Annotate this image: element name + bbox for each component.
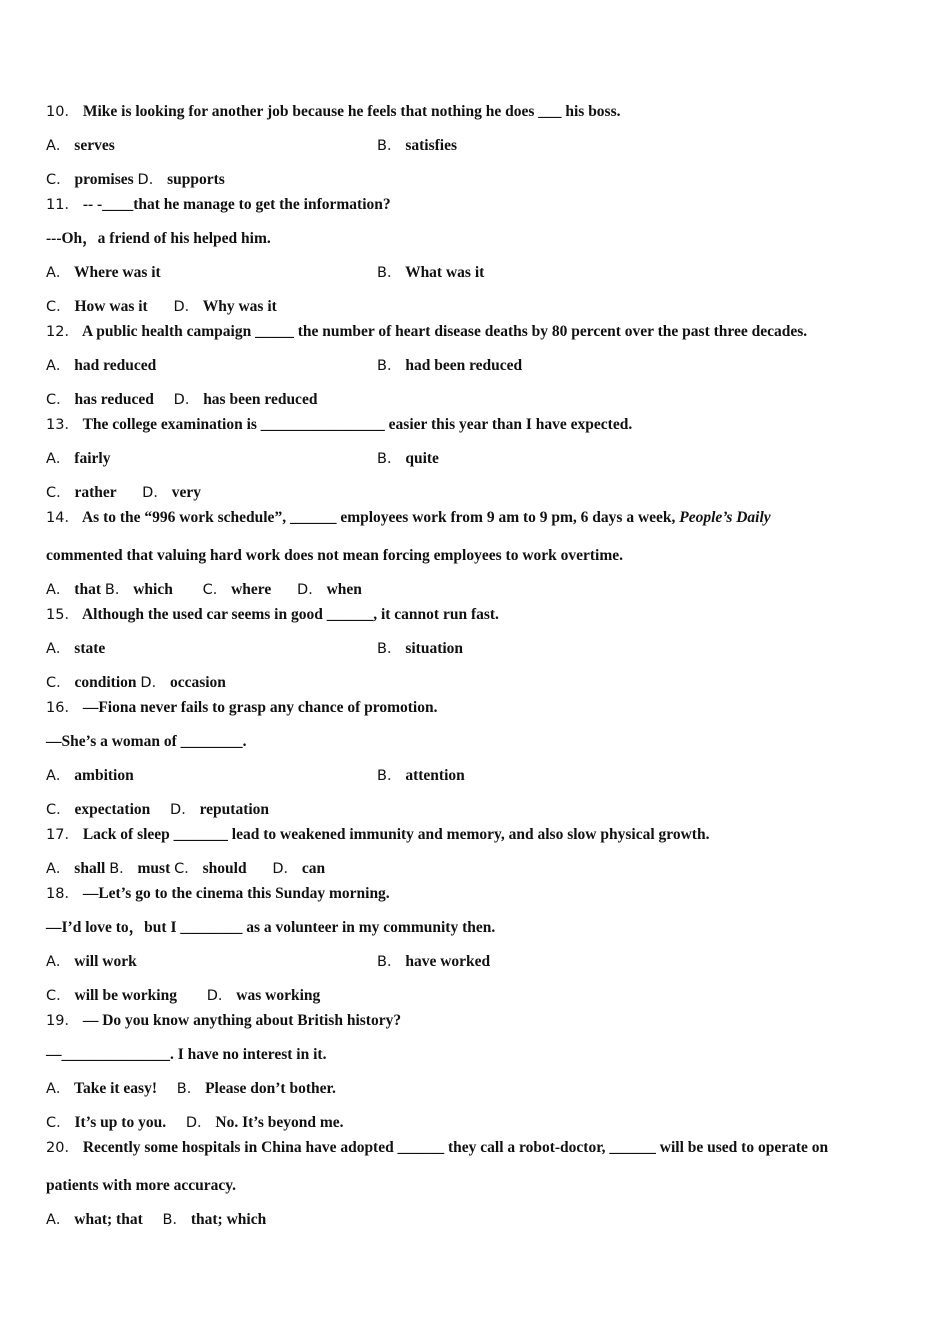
option-b [377,952,490,972]
option-b [377,449,439,469]
question-stem: —Fiona never fails to grasp any chance of promotion. [82,699,438,716]
option-letter: D [272,861,284,877]
options-c-d [46,986,320,1006]
question-number: 16 [46,700,65,716]
option-letter: D [185,1115,198,1131]
options-c-d [46,170,225,190]
option-period: ． [56,988,71,1004]
option-text: Where was it [74,264,161,281]
option-text: rather [74,484,117,501]
question-period: ． [64,417,79,433]
option-period: ． [55,265,71,281]
question-15 [46,605,499,625]
option-text: Take it easy! [74,1080,157,1097]
question-10 [46,102,621,122]
question-number: 13 [46,417,65,433]
option-letter: A [46,861,56,877]
option-text: will be working [74,987,177,1004]
question-stem: Lack of sleep _______ lead to weakened immunity and memory, and also slow physical growth. [82,826,710,843]
option-text: No. It’s beyond me. [215,1114,344,1131]
option-b [377,356,522,376]
option-letter: B [109,861,120,877]
options-c-d [46,1113,344,1133]
question-period: ． [64,1140,79,1156]
option-period: ． [55,138,71,154]
option-period: ． [55,861,71,877]
options-c-d [46,390,317,410]
option-letter: B [176,1081,187,1097]
question-11 [46,195,391,215]
option-letter: D [206,988,218,1004]
option-period: ． [217,988,233,1004]
option-letter: C [46,675,57,691]
option-letter: A [46,358,56,374]
option-letter: A [46,582,56,598]
option-period: ． [181,802,196,818]
option-period: ． [55,1081,71,1097]
option-period: ． [186,1081,202,1097]
option-letter: C [46,485,57,501]
question-16 [46,698,437,718]
option-text: which [133,581,173,598]
question-period: ． [64,324,79,340]
options-c-d [46,297,277,317]
option-letter: C [46,802,57,818]
option-a [46,136,115,156]
option-letter: C [46,392,57,408]
option-text: state [74,640,106,657]
option-text: satisfies [405,137,457,154]
option-letter: B [377,641,387,657]
option-letter: A [46,1212,56,1228]
option-text: quite [405,450,439,467]
option-letter: D [297,582,309,598]
question-number: 18 [46,886,65,902]
question-period: ． [64,510,79,526]
dialog-line: —She’s a woman of ________. [46,733,247,750]
option-period: ． [56,299,71,315]
question-number: 19 [46,1013,65,1029]
option-letter: A [46,265,56,281]
option-letter: B [377,265,387,281]
option-period: ． [184,299,200,315]
option-period: ． [148,172,164,188]
question-18 [46,884,390,904]
option-text: shall [74,860,106,877]
question-12 [46,322,807,342]
options-a-b [46,1079,336,1099]
question-number: 20 [46,1140,65,1156]
option-period: ． [386,138,402,154]
option-text: ambition [74,767,134,784]
option-a [46,639,105,659]
option-text: How was it [74,298,148,315]
option-letter: C [46,988,57,1004]
options-a-d [46,859,325,879]
option-letter: D [140,675,152,691]
question-number: 11 [46,197,65,213]
question-period: ． [64,104,79,120]
option-period: ． [55,1212,71,1228]
option-letter: A [46,138,56,154]
option-letter: C [46,172,57,188]
option-period: ． [56,172,71,188]
question-period: ． [64,607,79,623]
option-period: ． [56,802,71,818]
option-letter: D [170,802,182,818]
option-period: ． [386,265,402,281]
option-period: ． [56,485,71,501]
option-letter: C [174,861,185,877]
option-period: ． [308,582,323,598]
question-20 [46,1138,828,1158]
option-letter: C [46,1115,57,1131]
option-letter: B [377,768,387,784]
option-letter: B [104,582,115,598]
options-c-d [46,483,201,503]
option-letter: D [142,485,154,501]
option-letter: D [173,299,185,315]
option-text: has reduced [74,391,154,408]
question-period: ． [64,827,79,843]
options-c-d [46,800,269,820]
question-stem: -- -____that he manage to get the information? [82,196,391,213]
question-number: 17 [46,827,65,843]
option-letter: A [46,641,56,657]
option-period: ． [55,641,71,657]
option-text: supports [167,171,225,188]
option-text: What was it [405,264,485,281]
option-text: expectation [74,801,151,818]
question-number: 14 [46,510,65,526]
option-text: what; that [74,1211,143,1228]
question-stem: The college examination is ________________ easier this year than I have expected. [82,416,633,433]
option-a [46,449,110,469]
option-text: Please don’t bother. [205,1080,336,1097]
option-period: ． [151,675,167,691]
option-b [377,136,457,156]
option-letter: A [46,954,56,970]
question-stem-continued: patients with more accuracy. [46,1177,236,1194]
option-text: condition [74,674,137,691]
question-stem: — Do you know anything about British history? [82,1012,402,1029]
option-text: must [137,860,171,877]
question-stem: As to the “996 work schedule”, ______ employees work from 9 am to 9 pm, 6 days a week, [81,509,676,526]
option-period: ． [56,675,71,691]
option-text: should [202,860,247,877]
option-text: that [74,581,101,598]
question-stem: Although the used car seems in good ______, it cannot run fast. [81,606,499,623]
option-period: ． [386,954,402,970]
option-text: Why was it [202,298,277,315]
option-text: very [171,484,201,501]
option-text: had reduced [74,357,157,374]
option-letter: B [377,451,387,467]
option-period: ． [184,392,200,408]
options-a-b [46,1210,266,1230]
question-period: ． [64,1013,79,1029]
option-b [377,639,463,659]
question-period: ． [64,197,79,213]
option-text: can [301,860,326,877]
option-text: occasion [169,674,226,691]
option-period: ． [386,641,402,657]
option-text: that; which [190,1211,267,1228]
option-period: ． [55,954,71,970]
option-text: It’s up to you. [74,1114,167,1131]
option-period: ． [55,451,71,467]
option-text: will work [74,953,137,970]
question-stem: Mike is looking for another job because he feels that nothing he does ___ his boss. [82,103,621,120]
question-period: ． [64,700,79,716]
question-17 [46,825,709,845]
option-letter: C [202,582,213,598]
option-a [46,356,156,376]
dialog-line: —______________. I have no interest in it. [46,1046,327,1063]
option-period: ． [119,861,134,877]
option-text: was working [236,987,321,1004]
option-period: ． [184,861,199,877]
question-13 [46,415,632,435]
question-stem: Recently some hospitals in China have adopted ______ they call a robot-doctor, ______ will be used to operate on [82,1139,829,1156]
option-text: attention [405,767,465,784]
option-text: when [326,581,362,598]
option-a [46,952,137,972]
option-letter: A [46,768,56,784]
option-letter: C [46,299,57,315]
option-text: reputation [199,801,270,818]
option-text: fairly [74,450,111,467]
option-period: ． [114,582,130,598]
option-text: have worked [405,953,491,970]
options-c-d [46,673,226,693]
option-period: ． [283,861,298,877]
option-period: ． [212,582,228,598]
question-19 [46,1011,401,1031]
question-period: ． [64,886,79,902]
option-period: ． [56,392,71,408]
newspaper-name: People’s Daily [679,509,771,526]
option-letter: D [173,392,185,408]
option-a [46,263,161,283]
option-b [377,263,484,283]
question-14 [46,508,771,528]
option-period: ． [55,582,71,598]
dialog-line: —I’d love to，but I ________ as a volunteer in my community then. [46,919,496,936]
dialog-line: ---Oh，a friend of his helped him. [46,230,271,247]
option-period: ． [386,358,402,374]
question-number: 10 [46,104,65,120]
option-text: promises [74,171,134,188]
option-period: ． [386,451,402,467]
option-letter: A [46,451,56,467]
option-letter: B [377,954,387,970]
option-letter: B [377,358,387,374]
question-stem: —Let’s go to the cinema this Sunday morning. [82,885,390,902]
option-letter: B [162,1212,173,1228]
option-period: ． [172,1212,187,1228]
options-a-d [46,580,362,600]
option-period: ． [55,768,71,784]
option-period: ． [153,485,168,501]
option-text: serves [74,137,115,154]
option-period: ． [55,358,71,374]
option-letter: B [377,138,387,154]
question-number: 15 [46,607,65,623]
option-text: had been reduced [405,357,523,374]
option-period: ． [197,1115,212,1131]
option-text: has been reduced [203,391,318,408]
question-stem-continued: commented that valuing hard work does not mean forcing employees to work overtime. [46,547,624,564]
option-b [377,766,465,786]
option-text: where [231,581,272,598]
option-period: ． [386,768,402,784]
question-stem: A public health campaign _____ the number of heart disease deaths by 80 percent over the past three decades. [81,323,808,340]
option-a [46,766,134,786]
option-text: situation [405,640,464,657]
option-letter: A [46,1081,56,1097]
option-period: ． [56,1115,71,1131]
question-number: 12 [46,324,65,340]
option-letter: D [137,172,149,188]
